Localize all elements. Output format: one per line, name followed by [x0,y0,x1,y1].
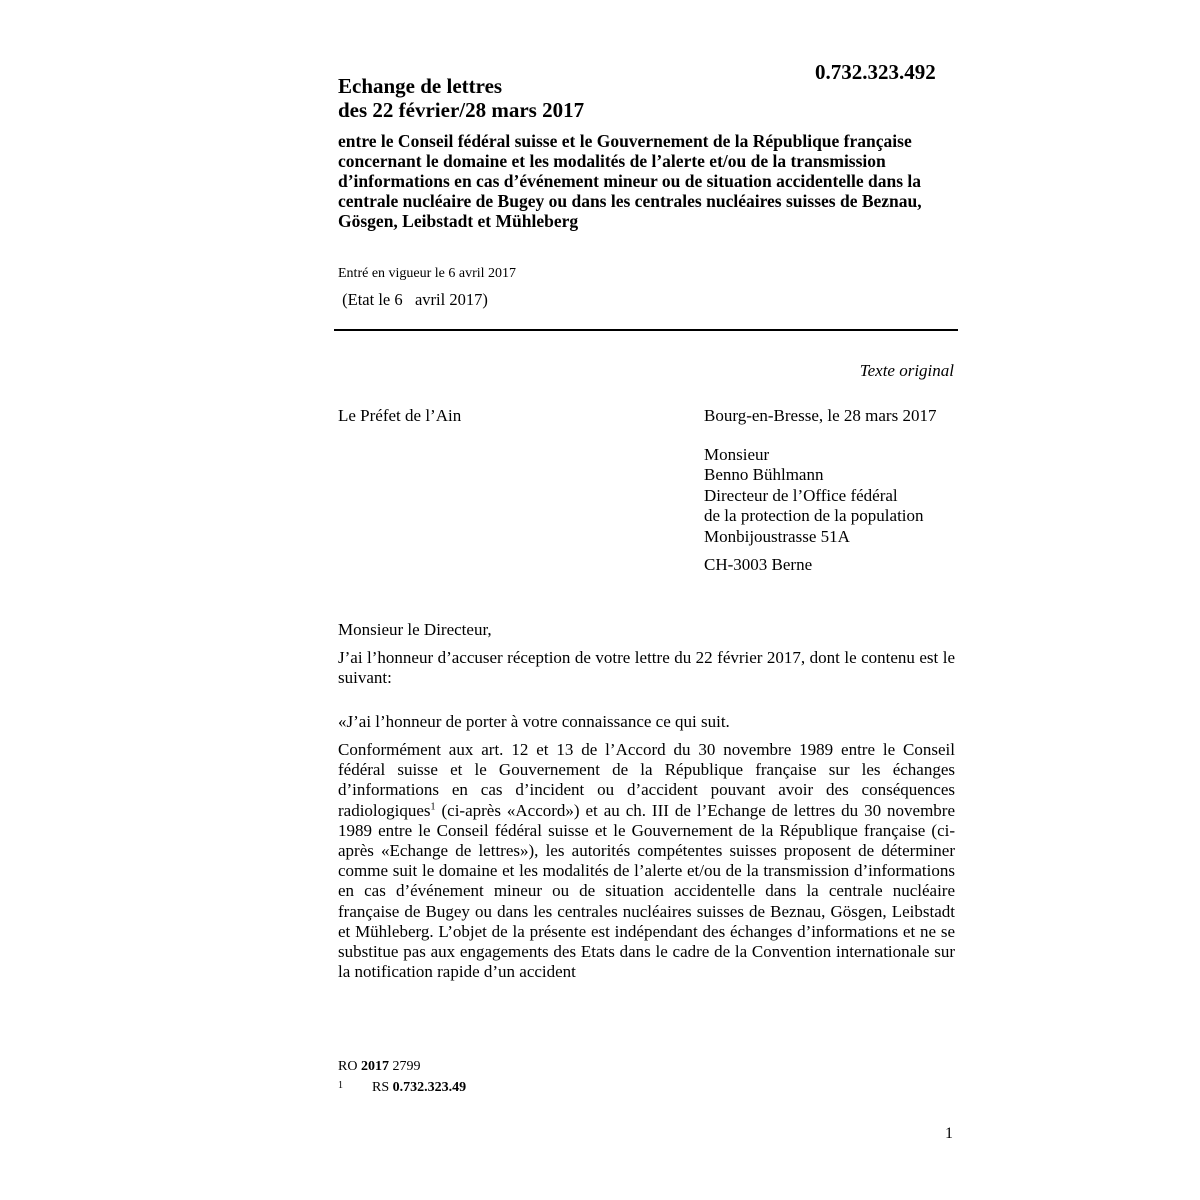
ro-year: 2017 [360,1059,389,1074]
header-divider [334,329,958,331]
original-text-label: Texte original [859,361,954,380]
recipient-line: Monbijoustrasse 51A [704,526,850,546]
recipient-city: CH-3003 Berne [704,555,813,574]
paragraph-agreement [338,740,955,982]
recipient-line: de la protection de la population [704,506,924,526]
footnote-number: 1 [338,1080,343,1091]
title-line-1: Echange de lettres [338,74,503,98]
recipient-line: Benno Bühlmann [704,465,824,485]
page-number: 1 [945,1125,953,1142]
footnote-1 [338,1080,466,1096]
letter-sender: Le Préfet de l’Ain [338,406,462,425]
letter-place-date: Bourg-en-Bresse, le 28 mars 2017 [704,406,937,425]
document-subtitle: entre le Conseil fédéral suisse et le Gouvernement de la République française concernant le domaine et les modalités de l’alerte et/ou de la transmission d’informations en cas d’événement mineur ou de situation accidentelle dans la centrale nucléaire de Bugey ou dans les centrales nucléaires suisses de Beznau, Gösgen, Leibstadt et Mühleberg [338,131,922,231]
ro-page: 2799 [388,1059,421,1074]
paragraph-text: Conformément aux art. 12 et 13 de l’Accord du 30 novembre 1989 entre le Conseil fédéral suisse et le Gouvernement de la République française sur les échanges d’informations en cas d’incident ou d’accident pouvant avoir des conséquences radiologiques [338,740,955,820]
paragraph-quote-start: «J’ai l’honneur de porter à votre connaissance ce qui suit. [338,712,730,731]
recipient-line: Directeur de l’Office fédéral [704,485,898,505]
footnote-ref: 0.732.323.49 [392,1080,467,1095]
state-date: (Etat le 6 avril 2017) [338,290,488,309]
title-line-2: des 22 février/28 mars 2017 [338,98,585,122]
paragraph-acknowledgement: J’ai l’honneur d’accuser réception de votre lettre du 22 février 2017, dont le contenu est le suivant: [338,648,955,688]
document-title [338,74,584,122]
recipient-line: Monsieur [704,445,770,464]
footnote-prefix: RS [372,1080,393,1095]
paragraph-text: (ci-après «Accord») et au ch. III de l’Echange de lettres du 30 novembre 1989 entre le Conseil fédéral suisse et le Gouvernement de la République française (ci-après «Echange de lettres»), les autorités compétentes suisses proposent de déterminer comme suit le domaine et les modalités de l’alerte et/ou de la transmission d’informations en cas d’événement mineur ou de situation accidentelle dans la centrale nucléaire française de Bugey ou dans les centrales nucléaires suisses de Beznau, Gösgen, Leibstadt et Mühleberg. L’objet de la présente est indépendant des échanges d’informations et ne se substitue pas aux engagements des Etats dans le cadre de la Convention internationale sur la notification rapide d’un accident [338,800,955,982]
entry-into-force: Entré en vigueur le 6 avril 2017 [338,266,517,281]
ro-prefix: RO [338,1059,361,1074]
sr-number: 0.732.323.492 [815,60,936,84]
salutation: Monsieur le Directeur, [338,620,492,639]
official-compilation-ref [338,1059,420,1075]
footnote-reference[interactable]: 1 [430,800,436,812]
recipient-address [704,445,924,547]
